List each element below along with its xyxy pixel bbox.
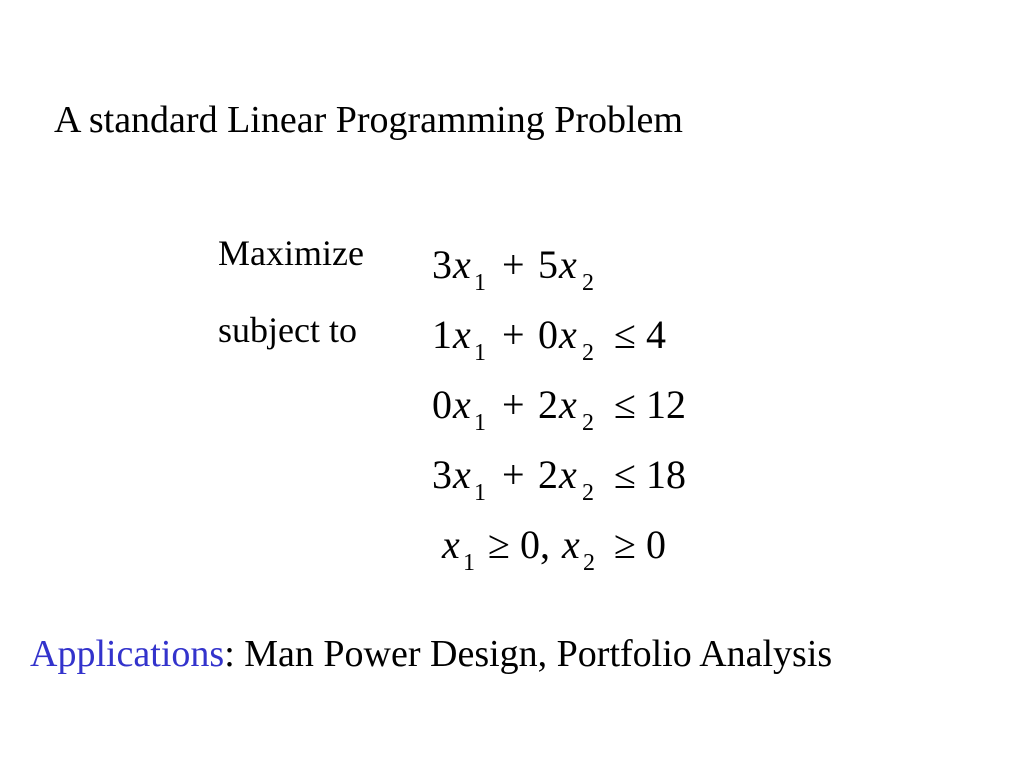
nonneg-subscript-2: 2 bbox=[583, 550, 595, 576]
constraint-variable-1: x bbox=[453, 312, 471, 357]
constraint-coefficient-1: 3 bbox=[432, 452, 452, 497]
nonneg-value-2: 0 bbox=[646, 522, 666, 567]
objective-variable-1: x bbox=[453, 242, 471, 287]
slide-title: A standard Linear Programming Problem bbox=[54, 99, 683, 141]
constraint-operator: + bbox=[502, 312, 525, 357]
applications-label: Applications bbox=[30, 633, 225, 675]
constraint-coefficient-2: 2 bbox=[538, 452, 558, 497]
objective-coefficient-2: 5 bbox=[538, 242, 558, 287]
constraint-operator: + bbox=[502, 382, 525, 427]
constraint-rhs: 4 bbox=[646, 312, 666, 357]
constraint-coefficient-1: 0 bbox=[432, 382, 452, 427]
constraint-relation: ≤ bbox=[614, 452, 636, 497]
constraint-subscript-2: 2 bbox=[582, 410, 594, 436]
nonneg-relation-2: ≥ bbox=[614, 522, 636, 567]
nonneg-relation-1: ≥ bbox=[488, 522, 510, 567]
objective-coefficient-1: 3 bbox=[432, 242, 452, 287]
applications-text: Man Power Design, Portfolio Analysis bbox=[234, 633, 833, 675]
applications-line bbox=[30, 634, 832, 676]
constraint-subscript-2: 2 bbox=[582, 340, 594, 366]
objective-variable-2: x bbox=[559, 242, 577, 287]
constraint-coefficient-2: 0 bbox=[538, 312, 558, 357]
nonneg-subscript-1: 1 bbox=[463, 550, 475, 576]
constraint-relation: ≤ bbox=[614, 382, 636, 427]
constraint-subscript-1: 1 bbox=[474, 410, 486, 436]
constraint-rhs: 18 bbox=[646, 452, 686, 497]
nonneg-variable-1: x bbox=[442, 522, 460, 567]
nonneg-value-1: 0, bbox=[520, 522, 550, 567]
constraint-operator: + bbox=[502, 452, 525, 497]
maximize-label: Maximize bbox=[218, 233, 364, 273]
constraint-subscript-2: 2 bbox=[582, 480, 594, 506]
constraint-variable-2: x bbox=[559, 382, 577, 427]
constraint-subscript-1: 1 bbox=[474, 480, 486, 506]
constraint-variable-2: x bbox=[559, 452, 577, 497]
objective-subscript-1: 1 bbox=[474, 270, 486, 296]
objective-subscript-2: 2 bbox=[582, 270, 594, 296]
constraint-variable-2: x bbox=[559, 312, 577, 357]
constraint-coefficient-1: 1 bbox=[432, 312, 452, 357]
nonneg-variable-2: x bbox=[562, 522, 580, 567]
constraint-subscript-1: 1 bbox=[474, 340, 486, 366]
applications-separator: : bbox=[224, 633, 235, 675]
constraint-relation: ≤ bbox=[614, 312, 636, 357]
constraint-rhs: 12 bbox=[646, 382, 686, 427]
constraint-variable-1: x bbox=[453, 382, 471, 427]
subject-to-label: subject to bbox=[218, 310, 357, 350]
objective-operator: + bbox=[502, 242, 525, 287]
constraint-variable-1: x bbox=[453, 452, 471, 497]
constraint-coefficient-2: 2 bbox=[538, 382, 558, 427]
